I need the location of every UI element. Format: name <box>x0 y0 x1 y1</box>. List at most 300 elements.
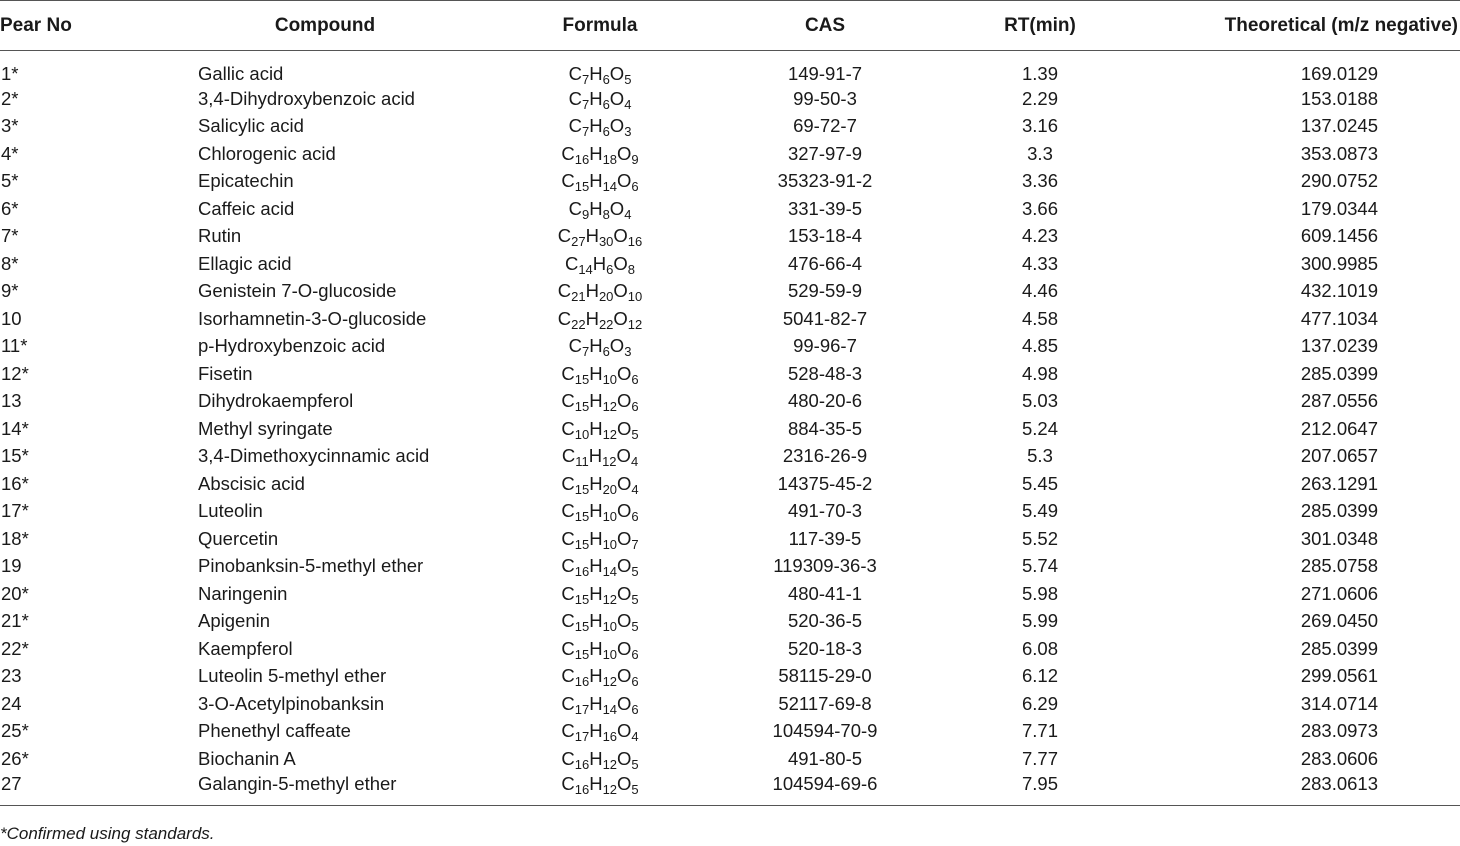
formula-element: C <box>561 582 575 604</box>
formula-subscript: 27 <box>571 234 586 250</box>
header-formula: Formula <box>490 1 710 51</box>
formula-element: H <box>589 772 603 794</box>
cell-rt: 4.98 <box>1021 362 1058 384</box>
cell-theoretical-mz: 137.0239 <box>1300 335 1378 357</box>
cell-theoretical-mz: 207.0657 <box>1300 445 1378 467</box>
formula-element: O <box>617 142 632 164</box>
cell-theoretical-mz: 263.1291 <box>1300 472 1378 494</box>
formula-element: H <box>589 417 603 439</box>
cell-theoretical-mz: 285.0399 <box>1300 500 1378 522</box>
formula-subscript: 4 <box>624 96 632 112</box>
table-row <box>0 773 1460 806</box>
cell-compound: Abscisic acid <box>198 472 305 494</box>
formula-element: C <box>561 417 575 439</box>
formula-element: H <box>589 500 603 522</box>
formula-element: H <box>589 527 603 549</box>
cell-rt: 3.66 <box>1021 197 1058 219</box>
cell-formula <box>490 223 710 251</box>
formula-subscript: 10 <box>574 426 590 442</box>
table-row <box>0 250 1460 278</box>
cell-formula <box>490 51 710 86</box>
cell-theoretical-mz: 283.0973 <box>1300 720 1378 742</box>
header-compound: Compound <box>160 1 490 51</box>
formula-element: C <box>561 637 575 659</box>
formula-element: O <box>617 692 632 714</box>
cell-cas: 480-20-6 <box>787 390 863 412</box>
formula-subscript: 10 <box>602 619 618 635</box>
formula-element: O <box>617 500 632 522</box>
formula-element: C <box>557 307 572 329</box>
formula-subscript: 22 <box>598 316 614 332</box>
cell-theoretical-mz: 285.0399 <box>1300 362 1378 384</box>
cell-compound: Dihydrokaempferol <box>198 390 354 412</box>
formula-subscript: 6 <box>631 701 639 717</box>
formula-subscript: 6 <box>602 72 610 87</box>
formula-element: C <box>561 665 575 687</box>
formula-subscript: 4 <box>624 206 632 222</box>
formula-subscript: 3 <box>624 124 632 140</box>
cell-cas: 5041-82-7 <box>782 307 868 329</box>
cell-compound: p-Hydroxybenzoic acid <box>198 335 386 357</box>
formula-element: C <box>561 500 575 522</box>
cell-theoretical-mz: 290.0752 <box>1300 170 1378 192</box>
formula-subscript: 7 <box>631 536 639 552</box>
cell-cas: 99-96-7 <box>793 335 857 357</box>
cell-cas: 520-18-3 <box>787 637 863 659</box>
table-row <box>0 168 1460 196</box>
cell-rt: 4.58 <box>1021 307 1058 329</box>
formula-element: H <box>589 637 603 659</box>
formula-subscript: 9 <box>631 151 639 167</box>
cell-rt: 7.77 <box>1021 747 1058 769</box>
cell-rt: 4.85 <box>1021 335 1058 357</box>
cell-theoretical-mz: 353.0873 <box>1300 142 1378 164</box>
formula-subscript: 4 <box>631 729 639 745</box>
formula-subscript: 7 <box>581 124 590 140</box>
cell-formula <box>490 498 710 526</box>
formula-element: O <box>613 307 628 329</box>
cell-compound: Kaempferol <box>198 637 293 659</box>
formula-element: O <box>617 555 632 577</box>
cell-compound: Rutin <box>198 225 242 247</box>
formula-element: H <box>585 280 599 302</box>
cell-compound: Methyl syringate <box>198 417 333 439</box>
formula-subscript: 4 <box>631 481 639 497</box>
formula-subscript: 4 <box>630 454 639 470</box>
formula-subscript: 10 <box>602 646 618 662</box>
table-row <box>0 443 1460 471</box>
cell-pear-no: 16* <box>1 472 29 494</box>
cell-formula <box>490 443 710 471</box>
cell-formula <box>490 635 710 663</box>
cell-pear-no: 13 <box>1 390 22 412</box>
cell-theoretical-mz: 301.0348 <box>1300 527 1378 549</box>
formula-subscript: 3 <box>624 344 632 360</box>
cell-compound: Ellagic acid <box>198 252 292 274</box>
cell-compound: Salicylic acid <box>198 115 304 137</box>
cell-formula <box>490 85 710 113</box>
table-row <box>0 470 1460 498</box>
table-row <box>0 360 1460 388</box>
formula-subscript: 14 <box>602 179 618 195</box>
cell-formula <box>490 250 710 278</box>
cell-formula <box>490 333 710 361</box>
formula-subscript: 14 <box>602 701 618 717</box>
formula-element: H <box>589 170 603 192</box>
formula-subscript: 14 <box>578 261 593 277</box>
formula-element: H <box>589 610 603 632</box>
cell-compound: Biochanin A <box>198 747 296 769</box>
formula-element: H <box>589 335 603 357</box>
cell-theoretical-mz: 283.0613 <box>1140 773 1460 806</box>
table-body <box>0 51 1460 806</box>
formula-subscript: 20 <box>598 289 614 305</box>
table-row <box>0 388 1460 416</box>
formula-subscript: 10 <box>602 371 618 387</box>
formula-element: O <box>617 527 632 549</box>
formula-element: C <box>557 225 572 247</box>
table-row <box>0 223 1460 251</box>
cell-rt: 7.95 <box>940 773 1140 806</box>
formula-element: C <box>561 747 575 769</box>
cell-theoretical-mz: 153.0188 <box>1300 87 1378 109</box>
cell-pear-no: 1* <box>1 63 19 84</box>
table-row <box>0 663 1460 691</box>
cell-pear-no: 22* <box>1 637 29 659</box>
formula-element: O <box>617 390 632 412</box>
table-row <box>0 333 1460 361</box>
cell-rt: 4.33 <box>1021 252 1058 274</box>
formula-subscript: 8 <box>602 206 610 222</box>
formula-element: H <box>585 307 599 329</box>
cell-pear-no: 3* <box>1 115 19 137</box>
cell-pear-no: 14* <box>1 417 29 439</box>
formula-element: H <box>589 197 603 219</box>
formula-element: O <box>616 445 631 467</box>
cell-formula <box>490 113 710 141</box>
cell-rt: 2.29 <box>1021 87 1058 109</box>
cell-compound: Epicatechin <box>198 170 294 192</box>
formula-subscript: 6 <box>631 646 639 662</box>
cell-rt: 5.45 <box>1021 472 1058 494</box>
formula-subscript: 12 <box>627 316 643 332</box>
cell-pear-no: 7* <box>1 225 19 247</box>
cell-rt: 4.23 <box>1021 225 1058 247</box>
cell-rt: 5.74 <box>1021 555 1058 577</box>
cell-rt: 5.03 <box>1021 390 1058 412</box>
formula-element: C <box>561 527 575 549</box>
cell-formula <box>490 278 710 306</box>
cell-pear-no: 8* <box>1 252 19 274</box>
table-row <box>0 113 1460 141</box>
table-row <box>0 635 1460 663</box>
formula-element: H <box>588 445 603 467</box>
formula-subscript: 11 <box>575 454 589 470</box>
cell-pear-no: 23 <box>1 665 22 687</box>
formula-element: H <box>589 87 603 109</box>
cell-pear-no: 24 <box>1 692 22 714</box>
table-header <box>0 1 1460 51</box>
cell-formula <box>490 140 710 168</box>
formula-subscript: 7 <box>581 344 590 360</box>
cell-theoretical-mz: 271.0606 <box>1300 582 1378 604</box>
table-row <box>0 608 1460 636</box>
cell-formula <box>490 718 710 746</box>
formula-element: C <box>561 445 576 467</box>
cell-theoretical-mz: 609.1456 <box>1300 225 1378 247</box>
cell-pear-no: 5* <box>1 170 19 192</box>
formula-element: O <box>617 637 632 659</box>
formula-subscript: 16 <box>574 674 590 690</box>
formula-element: O <box>609 197 625 219</box>
formula-element: O <box>617 665 632 687</box>
formula-element: O <box>617 472 632 494</box>
cell-theoretical-mz: 169.0129 <box>1300 63 1378 84</box>
formula-subscript: 6 <box>606 261 614 277</box>
cell-pear-no: 11* <box>1 335 28 357</box>
formula-element: H <box>589 142 603 164</box>
cell-theoretical-mz: 137.0245 <box>1300 115 1378 137</box>
cell-theoretical-mz: 285.0758 <box>1300 555 1378 577</box>
cell-theoretical-mz: 432.1019 <box>1300 280 1378 302</box>
formula-element: C <box>568 63 582 84</box>
cell-formula <box>490 690 710 718</box>
formula-element: H <box>589 115 603 137</box>
cell-theoretical-mz: 285.0399 <box>1300 637 1378 659</box>
formula-element: C <box>561 472 575 494</box>
formula-element: H <box>589 720 603 742</box>
formula-element: H <box>589 472 603 494</box>
formula-subscript: 16 <box>602 729 618 745</box>
cell-cas: 14375-45-2 <box>777 472 873 494</box>
formula-element: H <box>592 252 607 274</box>
formula-element: C <box>568 197 582 219</box>
cell-compound: Isorhamnetin-3-O-glucoside <box>198 307 427 329</box>
table-row <box>0 415 1460 443</box>
cell-cas: 35323-91-2 <box>777 170 873 192</box>
cell-theoretical-mz: 179.0344 <box>1300 197 1378 219</box>
table-row <box>0 195 1460 223</box>
formula-subscript: 10 <box>602 509 618 525</box>
table-row <box>0 498 1460 526</box>
cell-rt: 5.98 <box>1021 582 1058 604</box>
formula-subscript: 12 <box>602 591 618 607</box>
cell-formula <box>490 608 710 636</box>
formula-element: C <box>568 87 582 109</box>
formula-subscript: 6 <box>631 674 639 690</box>
cell-pear-no: 18* <box>1 527 29 549</box>
formula-subscript: 30 <box>598 234 614 250</box>
formula-element: H <box>589 582 603 604</box>
formula-element: H <box>589 63 603 84</box>
cell-compound: Naringenin <box>198 582 288 604</box>
formula-element: C <box>561 555 575 577</box>
table-row <box>0 305 1460 333</box>
cell-formula <box>490 195 710 223</box>
table-row <box>0 718 1460 746</box>
cell-formula <box>490 663 710 691</box>
formula-subscript: 7 <box>581 72 590 87</box>
cell-pear-no: 9* <box>1 280 19 302</box>
cell-theoretical-mz: 283.0606 <box>1300 747 1378 769</box>
formula-subscript: 12 <box>602 399 618 415</box>
formula-element: H <box>585 225 599 247</box>
formula-element: C <box>561 390 575 412</box>
formula-subscript: 15 <box>574 591 590 607</box>
formula-subscript: 12 <box>602 756 618 772</box>
cell-formula <box>490 773 710 806</box>
table-row <box>0 553 1460 581</box>
formula-subscript: 12 <box>602 426 618 442</box>
cell-cas: 528-48-3 <box>787 362 863 384</box>
formula-subscript: 5 <box>631 426 639 442</box>
cell-pear-no: 26* <box>1 747 29 769</box>
formula-subscript: 16 <box>627 234 643 250</box>
table-row <box>0 525 1460 553</box>
cell-compound: Genistein 7-O-glucoside <box>198 280 397 302</box>
cell-cas: 104594-70-9 <box>772 720 878 742</box>
cell-compound: Luteolin <box>198 500 263 522</box>
cell-pear-no: 15* <box>1 445 29 467</box>
formula-subscript: 15 <box>574 536 590 552</box>
cell-formula <box>490 745 710 773</box>
cell-cas: 149-91-7 <box>787 63 863 84</box>
cell-pear-no: 2* <box>1 87 19 109</box>
cell-cas: 58115-29-0 <box>778 665 872 687</box>
cell-compound: Phenethyl caffeate <box>198 720 351 742</box>
cell-pear-no: 4* <box>1 142 19 164</box>
cell-rt: 3.36 <box>1021 170 1058 192</box>
formula-subscript: 12 <box>602 674 618 690</box>
formula-subscript: 14 <box>602 564 618 580</box>
formula-subscript: 15 <box>574 481 590 497</box>
formula-subscript: 18 <box>602 151 618 167</box>
cell-compound: Gallic acid <box>198 63 284 84</box>
formula-element: O <box>617 417 632 439</box>
formula-subscript: 21 <box>571 289 586 305</box>
formula-subscript: 6 <box>631 179 639 195</box>
table-row <box>0 580 1460 608</box>
formula-element: O <box>613 225 628 247</box>
cell-compound: Chlorogenic acid <box>198 142 336 164</box>
formula-subscript: 15 <box>574 509 590 525</box>
cell-compound: 3,4-Dimethoxycinnamic acid <box>198 445 430 467</box>
table-row <box>0 745 1460 773</box>
header-row <box>0 1 1460 51</box>
formula-element: O <box>609 335 625 357</box>
table-row <box>0 278 1460 306</box>
formula-subscript: 6 <box>602 96 610 112</box>
cell-pear-no: 12* <box>1 362 29 384</box>
cell-cas: 104594-69-6 <box>710 773 940 806</box>
cell-cas: 491-70-3 <box>787 500 863 522</box>
formula-element: O <box>609 87 625 109</box>
formula-subscript: 5 <box>631 564 639 580</box>
formula-element: H <box>589 362 603 384</box>
formula-subscript: 15 <box>574 371 590 387</box>
formula-subscript: 9 <box>581 206 590 222</box>
cell-compound: Luteolin 5-methyl ether <box>198 665 387 687</box>
cell-cas: 2316-26-9 <box>782 445 868 467</box>
cell-cas: 331-39-5 <box>787 197 863 219</box>
cell-formula <box>490 388 710 416</box>
formula-element: O <box>609 63 625 84</box>
formula-element: O <box>617 772 632 794</box>
cell-cas: 52117-69-8 <box>778 692 872 714</box>
cell-compound: Fisetin <box>198 362 253 384</box>
formula-element: O <box>613 280 628 302</box>
formula-subscript: 7 <box>581 96 590 112</box>
cell-cas: 476-66-4 <box>787 252 863 274</box>
cell-rt: 5.24 <box>1021 417 1058 439</box>
formula-element: O <box>617 720 632 742</box>
table-row <box>0 140 1460 168</box>
formula-element: C <box>561 692 575 714</box>
formula-subscript: 16 <box>574 756 590 772</box>
formula-subscript: 15 <box>574 399 590 415</box>
formula-element: H <box>589 665 603 687</box>
formula-subscript: 6 <box>631 509 639 525</box>
cell-pear-no: 25* <box>1 720 29 742</box>
header-cas: CAS <box>710 1 940 51</box>
cell-compound: Caffeic acid <box>198 197 295 219</box>
cell-cas: 119309-36-3 <box>773 555 877 577</box>
cell-rt: 1.39 <box>1021 63 1058 84</box>
cell-formula <box>490 168 710 196</box>
cell-theoretical-mz: 477.1034 <box>1300 307 1378 329</box>
cell-formula <box>490 415 710 443</box>
formula-element: H <box>589 555 603 577</box>
formula-subscript: 8 <box>627 261 636 277</box>
formula-element: C <box>561 142 575 164</box>
cell-rt: 6.08 <box>1021 637 1058 659</box>
cell-rt: 5.99 <box>1021 610 1058 632</box>
formula-subscript: 5 <box>631 781 639 797</box>
cell-formula <box>490 553 710 581</box>
formula-subscript: 6 <box>631 371 639 387</box>
formula-element: C <box>557 280 572 302</box>
formula-element: C <box>564 252 579 274</box>
cell-compound: Galangin-5-methyl ether <box>160 773 490 806</box>
formula-subscript: 22 <box>571 316 586 332</box>
cell-cas: 520-36-5 <box>787 610 863 632</box>
formula-element: C <box>561 610 575 632</box>
formula-element: C <box>561 720 575 742</box>
cell-pear-no: 6* <box>1 197 19 219</box>
formula-subscript: 17 <box>574 701 590 717</box>
cell-rt: 4.46 <box>1021 280 1058 302</box>
formula-element: C <box>561 170 575 192</box>
cell-theoretical-mz: 314.0714 <box>1300 692 1378 714</box>
cell-formula <box>490 305 710 333</box>
cell-rt: 7.71 <box>1021 720 1058 742</box>
cell-pear-no: 19 <box>1 555 22 577</box>
cell-theoretical-mz: 299.0561 <box>1300 665 1378 687</box>
table-row <box>0 51 1460 86</box>
cell-cas: 69-72-7 <box>793 115 857 137</box>
formula-element: C <box>561 362 575 384</box>
formula-subscript: 17 <box>574 729 590 745</box>
cell-rt: 5.3 <box>1027 445 1053 467</box>
formula-element: O <box>617 610 632 632</box>
formula-subscript: 16 <box>574 564 590 580</box>
cell-compound: Pinobanksin-5-methyl ether <box>198 555 424 577</box>
cell-rt: 5.52 <box>1021 527 1058 549</box>
formula-subscript: 20 <box>602 481 618 497</box>
formula-subscript: 6 <box>602 124 610 140</box>
cell-pear-no: 27 <box>0 773 160 806</box>
formula-subscript: 15 <box>574 619 590 635</box>
